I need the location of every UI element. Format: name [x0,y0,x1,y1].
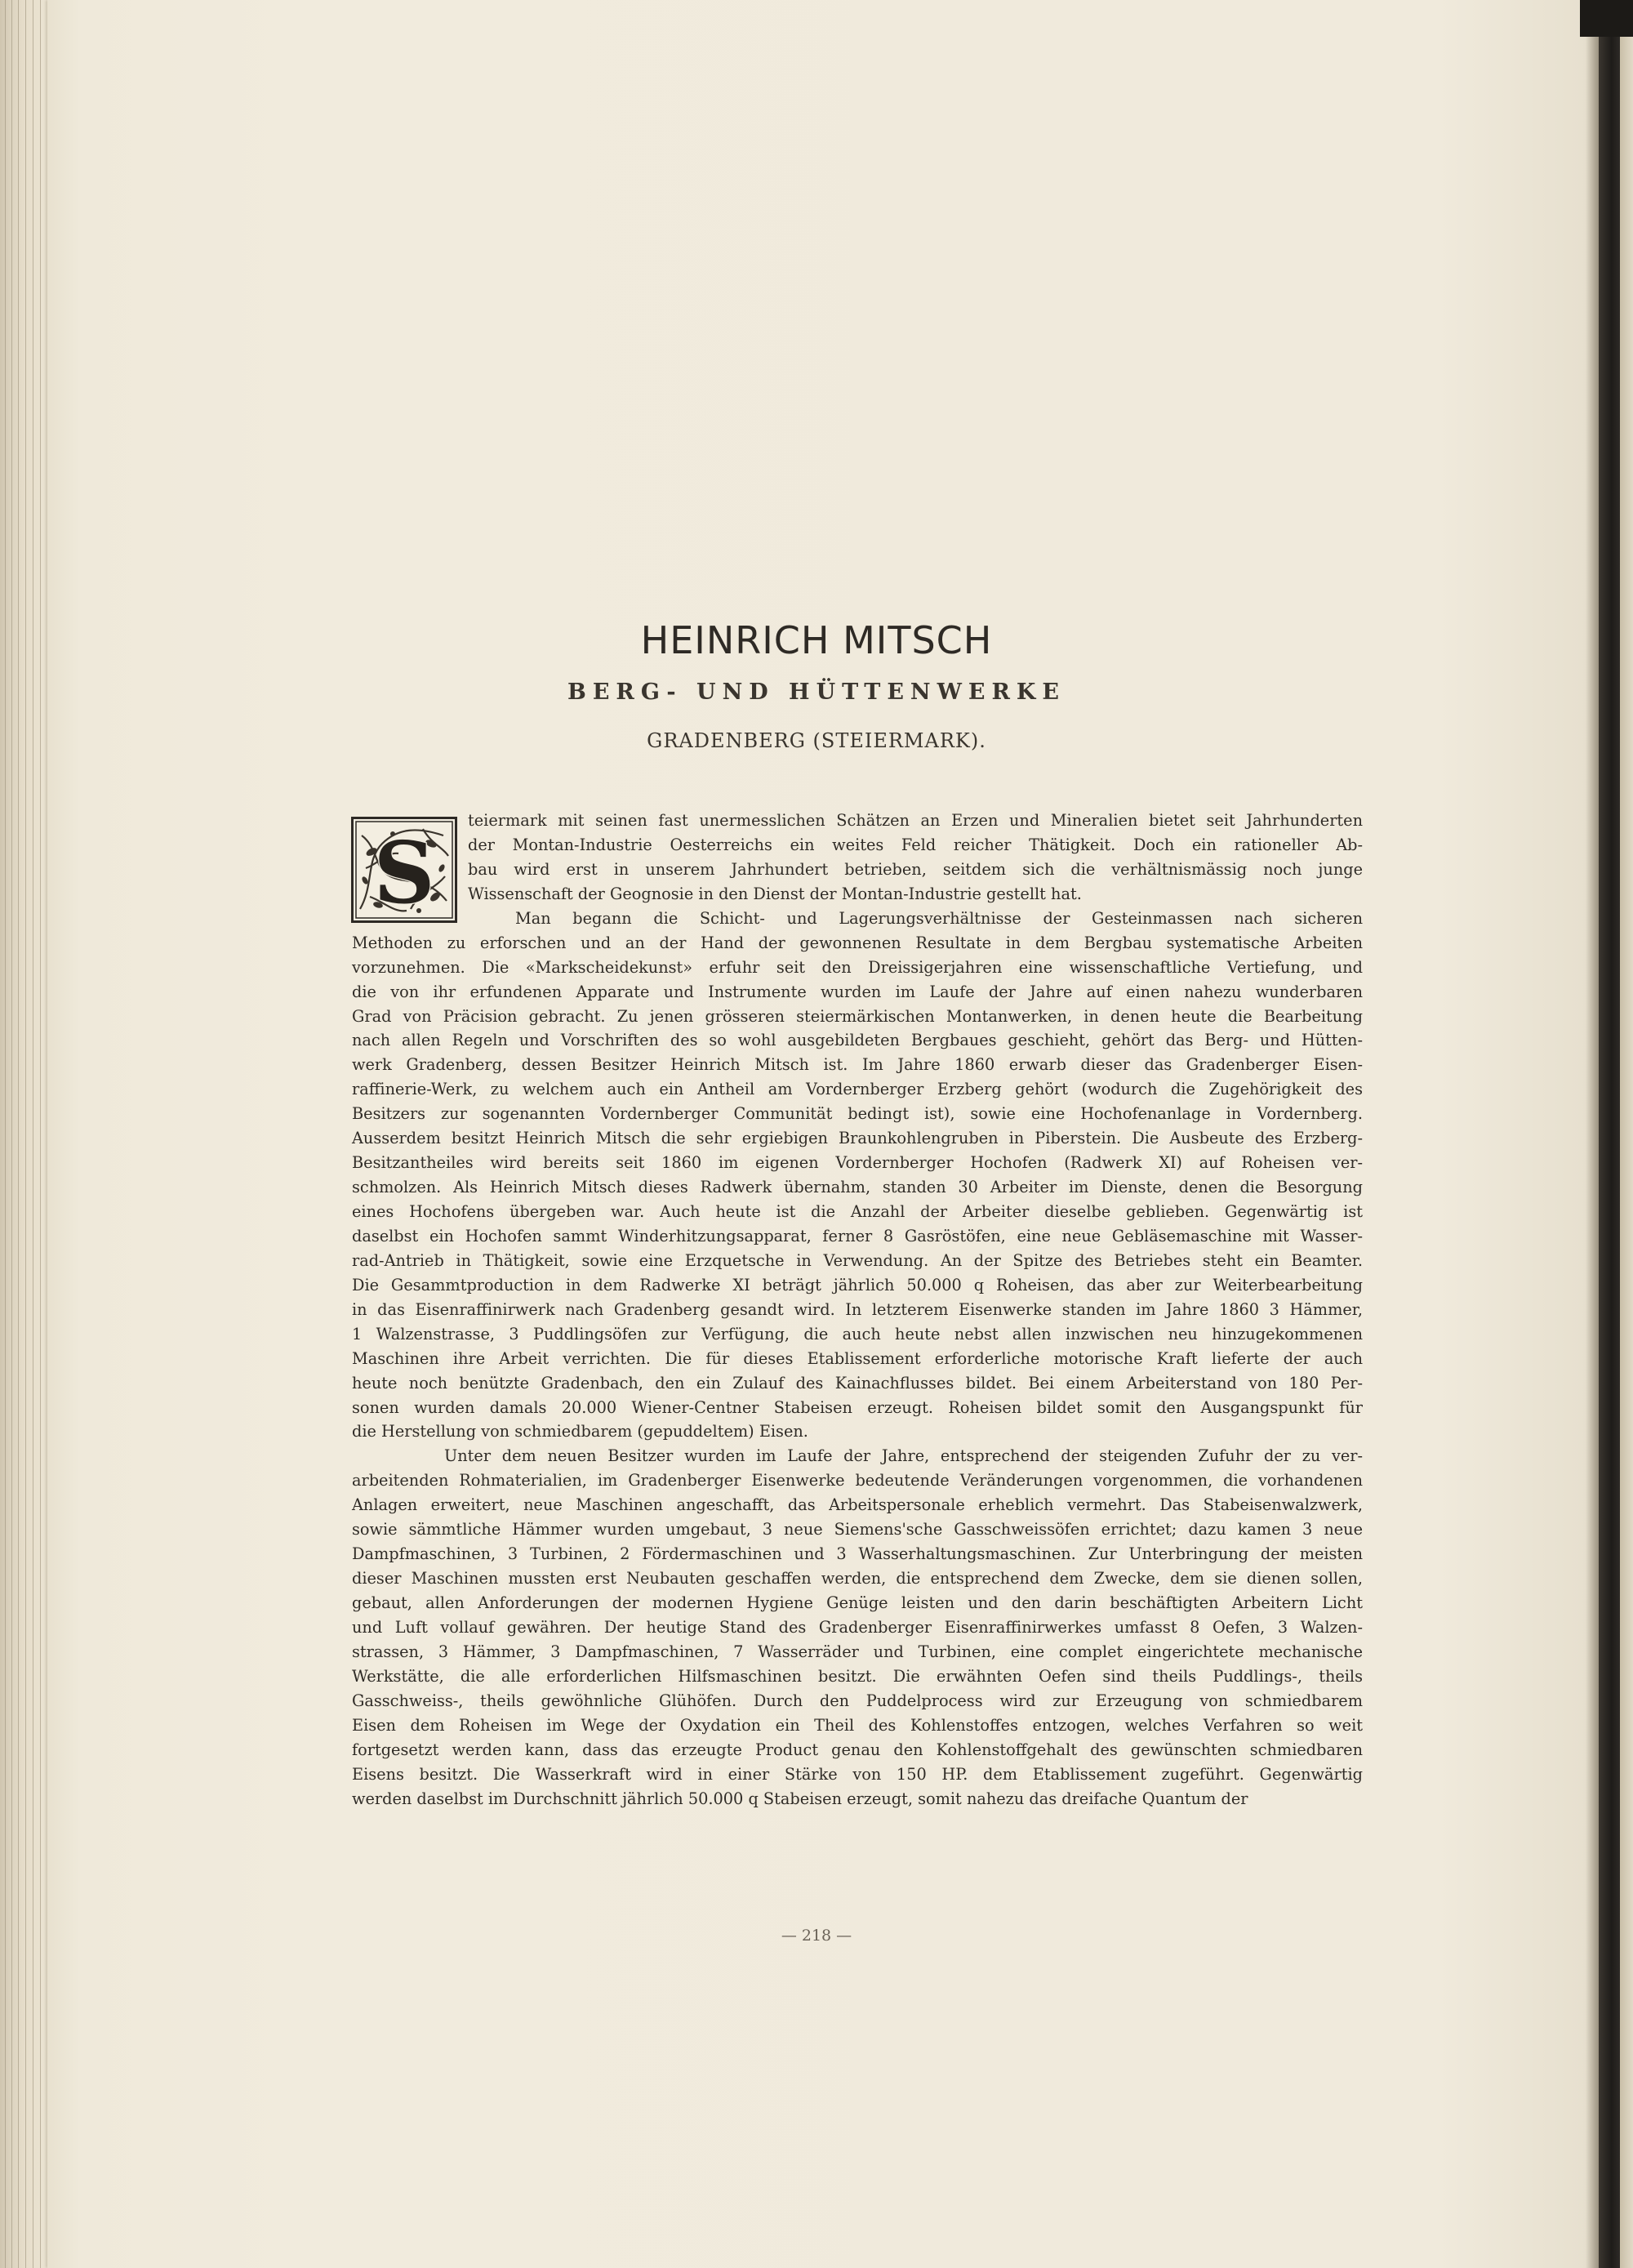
text-line: Eisen dem Roheisen im Wege der Oxydation ein Theil des Kohlenstoffes entzogen, welches Verfahren so weit [352,1715,1363,1735]
text-line: sowie sämmtliche Hämmer wurden umgebaut, 3 neue Siemens'sche Gasschweissöfen errichtet; dazu kamen 3 neue [352,1520,1363,1539]
text-line: in das Eisenraffinirwerk nach Gradenberg gesandt wird. In letzterem Eisenwerke standen im Jahre 1860 3 Hämmer, [352,1299,1363,1319]
text-line: werk Gradenberg, dessen Besitzer Heinrich Mitsch ist. Im Jahre 1860 erwarb dieser das Gradenberger Eisen- [352,1055,1363,1075]
text-line: nach allen Regeln und Vorschriften des so wohl ausgebildeten Bergbaues geschieht, gehört das Berg- und Hütten- [352,1031,1363,1050]
text-line: strassen, 3 Hämmer, 3 Dampfmaschinen, 7 Wasserräder und Turbinen, eine complet eingerichtete mechanische [352,1642,1363,1661]
text-line: Dampfmaschinen, 3 Turbinen, 2 Fördermaschinen und 3 Wasserhaltungsmaschinen. Zur Unterbringung der meisten [352,1544,1363,1564]
text-line: gebaut, allen Anforderungen der modernen Hygiene Genüge leisten und den darin beschäftigten Arbeitern Licht [352,1593,1363,1612]
text-line: 1 Walzenstrasse, 3 Puddlingsöfen zur Verfügung, die auch heute nebst allen inzwischen neu hinzugekommenen [352,1324,1363,1343]
page-subtitle: BERG- UND HÜTTENWERKE [567,680,1066,705]
text-line: raffinerie-Werk, zu welchem auch ein Antheil am Vordernberger Erzberg gehört (wodurch die Zugehörigkeit des [352,1080,1363,1099]
text-line: Unter dem neuen Besitzer wurden im Laufe der Jahre, entsprechend der steigenden Zufuhr der zu ver- [444,1446,1363,1466]
text-line: daselbst ein Hochofen sammt Winderhitzungsapparat, ferner 8 Gasröstöfen, eine neue Gebläsemaschine mit Wasser- [352,1226,1363,1245]
text-line: Gasschweiss-, theils gewöhnliche Glühöfen. Durch den Puddelprocess wird zur Erzeugung von schmiedbarem [352,1691,1363,1710]
text-line: der Montan-Industrie Oesterreichs ein weites Feld reicher Thätigkeit. Doch ein rationeller Ab- [468,835,1363,854]
text-line: sonen wurden damals 20.000 Wiener-Centner Stabeisen erzeugt. Roheisen bildet somit den Ausgangspunkt für [352,1397,1363,1417]
text-line: Grad von Präcision gebracht. Zu jenen grösseren steiermärkischen Montanwerken, in denen heute die Bearbeitung [352,1006,1363,1026]
text-line: Anlagen erweitert, neue Maschinen angeschafft, das Arbeitspersonale erheblich vermehrt. Das Stabeisenwalzwerk, [352,1495,1363,1515]
location-line: GRADENBERG (STEIERMARK). [647,729,986,752]
text-line: heute noch benützte Gradenbach, den ein Zulauf des Kainachflusses bildet. Bei einem Arbeiterstand von 180 Per- [352,1373,1363,1392]
text-line: fortgesetzt werden kann, dass das erzeugte Product genau den Kohlenstoffgehalt des gewünschten schmiedbaren [352,1740,1363,1759]
text-line: werden daselbst im Durchschnitt jährlich 50.000 q Stabeisen erzeugt, somit nahezu das dreifache Quantum der [352,1789,1248,1808]
text-line: teiermark mit seinen fast unermesslichen Schätzen an Erzen und Mineralien bietet seit Jahrhunderten [468,811,1363,830]
page-number: — 218 — [781,1927,852,1945]
text-line: Ausserdem besitzt Heinrich Mitsch die sehr ergiebigen Braunkohlengruben in Piberstein. Die Ausbeute des Erzberg- [352,1129,1363,1148]
text-line: Besitzers zur sogenannten Vordernberger Communität bedingt ist), sowie eine Hochofenanlage in Vordernberg. [352,1104,1363,1124]
text-line: Man begann die Schicht- und Lagerungsverhältnisse der Gesteinmassen nach sicheren [515,908,1363,928]
text-line: die Herstellung von schmiedbarem (gepuddeltem) Eisen. [352,1422,808,1441]
text-line: Besitzantheiles wird bereits seit 1860 im eigenen Vordernberger Hochofen (Radwerk XI) auf Roheisen ver- [352,1153,1363,1173]
text-line: und Luft vollauf gewähren. Der heutige Stand des Gradenberger Eisenraffinirwerkes umfasst 8 Oefen, 3 Walzen- [352,1617,1363,1637]
text-line: eines Hochofens übergeben war. Auch heute ist die Anzahl der Arbeiter dieselbe geblieben. Gegenwärtig ist [352,1202,1363,1221]
page-title: HEINRICH MITSCH [640,618,993,662]
background-corner [1580,0,1633,37]
text-line: arbeitenden Rohmaterialien, im Gradenberger Eisenwerke bedeutende Veränderungen vorgenommen, die vorhandenen [352,1471,1363,1490]
text-line: Methoden zu erforschen und an der Hand der gewonnenen Resultate in dem Bergbau systematische Arbeiten [352,933,1363,952]
text-line: Werkstätte, die alle erforderlichen Hilfsmaschinen besitzt. Die erwähnten Oefen sind theils Puddlings-, theils [352,1666,1363,1686]
text-line: vorzunehmen. Die «Markscheidekunst» erfuhr seit den Dreissigerjahren eine wissenschaftliche Vertiefung, und [352,957,1363,977]
text-line: Maschinen ihre Arbeit verrichten. Die für dieses Etablissement erforderliche motorische Kraft lieferte der auch [352,1348,1363,1368]
text-line: Wissenschaft der Geognosie in den Dienst der Montan-Industrie gestellt hat. [468,884,1082,903]
text-line: rad-Antrieb in Thätigkeit, sowie eine Erzquetsche in Verwendung. An der Spitze des Betriebes steht ein Beamter. [352,1250,1363,1270]
text-line: schmolzen. Als Heinrich Mitsch dieses Radwerk übernahm, standen 30 Arbeiter im Dienste, denen die Besorgung [352,1178,1363,1197]
text-line: die von ihr erfundenen Apparate und Instrumente wurden im Laufe der Jahre auf einen nahezu wunderbaren [352,982,1363,1001]
drop-cap-letter: S [373,822,435,920]
text-line: dieser Maschinen mussten erst Neubauten geschaffen werden, die entsprechend dem Zwecke, dem sie dienen sollen, [352,1569,1363,1588]
text-line: Eisens besitzt. Die Wasserkraft wird in einer Stärke von 150 HP. dem Etablissement zugeführt. Gegenwärtig [352,1764,1363,1784]
text-line: bau wird erst in unserem Jahrhundert betrieben, seitdem sich die verhältnismässig noch junge [468,859,1363,879]
article-body [352,809,1363,1811]
text-line: Die Gesammtproduction in dem Radwerke XI beträgt jährlich 50.000 q Roheisen, das aber zur Weiterbearbeitung [352,1275,1363,1294]
